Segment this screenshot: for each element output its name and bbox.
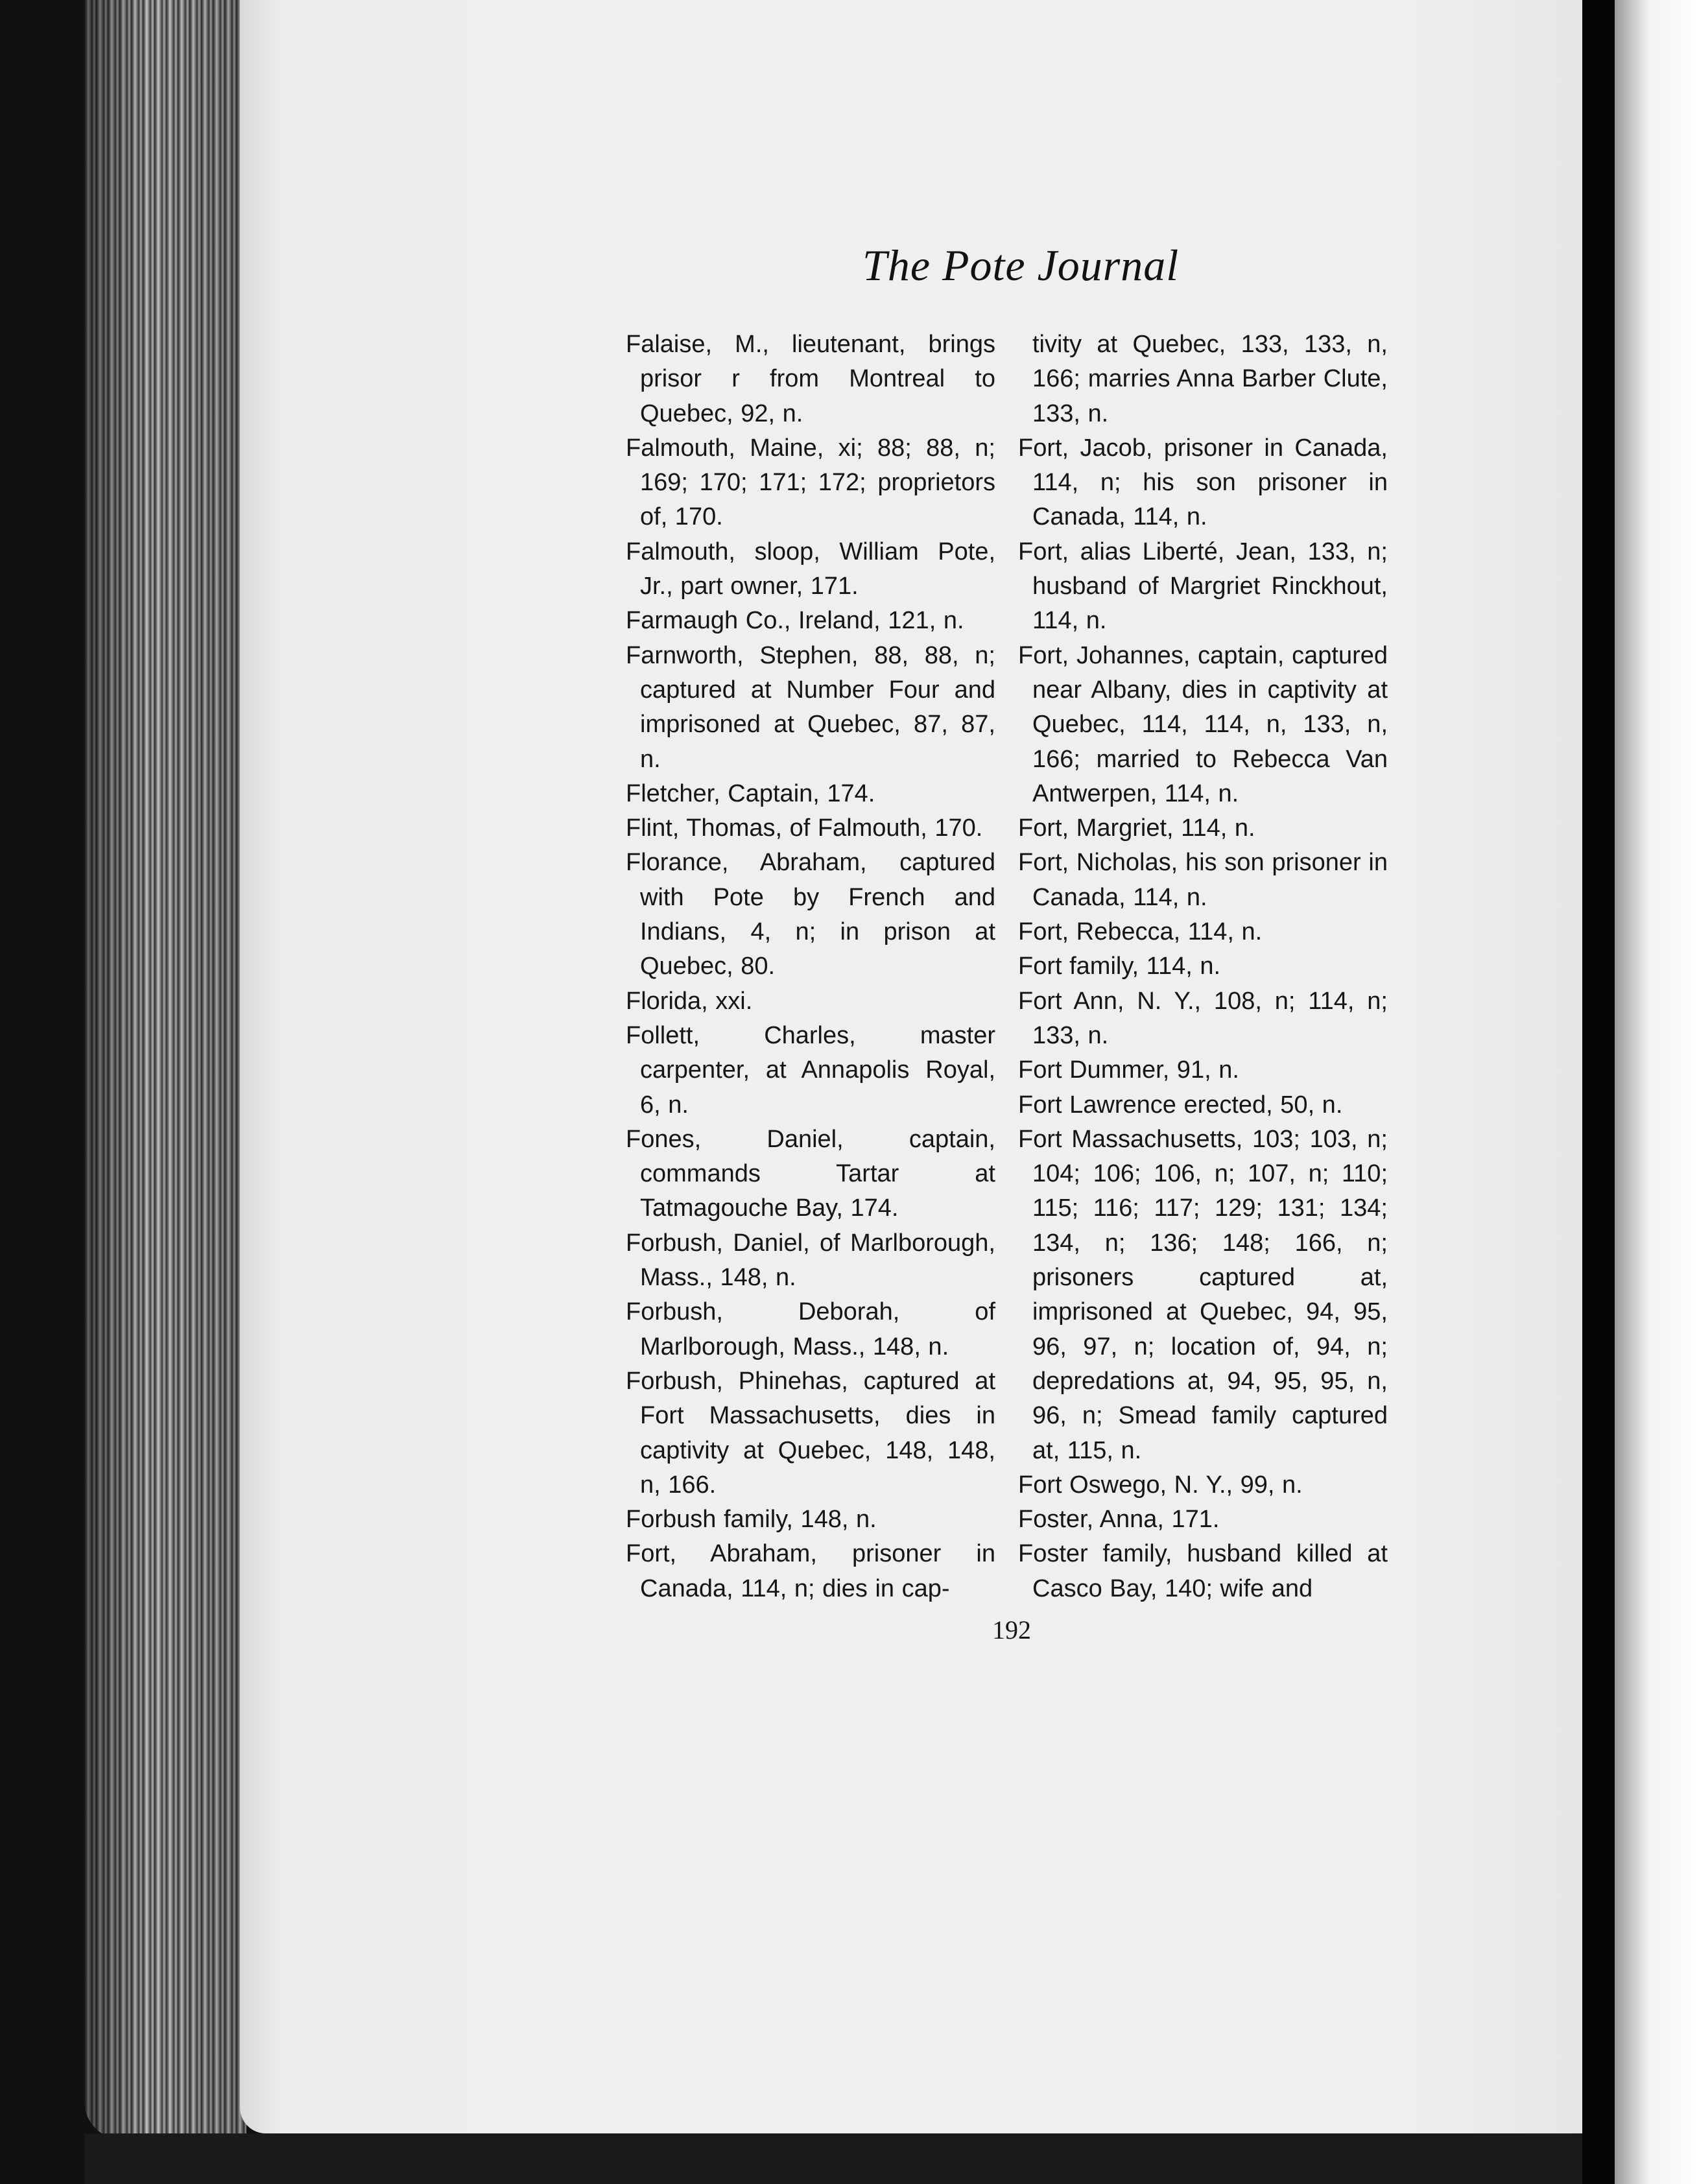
index-entry: Fort, Margriet, 114, n. — [1018, 814, 1255, 842]
index-entry: Fort Lawrence erected, 50, n. — [1018, 1091, 1343, 1119]
fore-edge-shadow — [84, 0, 246, 2140]
index-entry: Forbush, Phinehas, captured at Fort Massachusetts, dies in captivity at Quebec, 148, 148, n, 166. — [626, 1367, 995, 1499]
index-entry: Fort, Rebecca, 114, n. — [1018, 918, 1263, 946]
index-entry: Follett, Charles, master carpenter, at Annapolis Royal, 6, n. — [626, 1021, 995, 1119]
index-entry: Falmouth, sloop, William Pote, Jr., part owner, 171. — [626, 538, 995, 600]
index-entry: Foster, Anna, 171. — [1018, 1506, 1220, 1534]
index-entry: Fort, alias Liberté, Jean, 133, n; husband of Margriet Rinckhout, 114, n. — [1018, 538, 1388, 635]
index-entry: Forbush family, 148, n. — [626, 1506, 877, 1534]
index-entry: Fort, Abraham, prisoner in Canada, 114, n; dies in cap- — [626, 1540, 995, 1602]
running-head: The Pote Journal — [862, 241, 1180, 290]
index-entry: Fort Massachusetts, 103; 103, n; 104; 106; 106, n; 107, n; 110; 115; 116; 117; 129; 131; 134; 134, n; 136; 148; 166, n; prisoners captured at, imprisoned at Quebec, 94, 95, 96, 97, n; location of, 94, n; depredations at, 94, 95, 95, n, 96, n; Smead family captured at, 115, n. — [1018, 1125, 1388, 1464]
index-entry: Falaise, M., lieutenant, brings prisor r from Montreal to Quebec, 92, n. — [626, 331, 995, 427]
index-entry: Fort Dummer, 91, n. — [1018, 1056, 1239, 1084]
index-entry: Florance, Abraham, captured with Pote by French and Indians, 4, n; in prison at Quebec, 80. — [626, 849, 995, 980]
index-entry: Flint, Thomas, of Falmouth, 170. — [626, 814, 983, 842]
index-entry: Fort Ann, N. Y., 108, n; 114, n; 133, n. — [1018, 987, 1388, 1049]
index-entry: Farnworth, Stephen, 88, 88, n; captured at Number Four and imprisoned at Quebec, 87, 87, n. — [626, 641, 995, 773]
index-entry-continued: tivity at Quebec, 133, 133, n, 166; marries Anna Barber Clute, 133, n. — [1032, 331, 1388, 427]
page-gutter-shadow — [1582, 0, 1615, 2184]
index-column-left — [626, 327, 995, 1606]
index-entry: Forbush, Deborah, of Marlborough, Mass., 148, n. — [626, 1298, 995, 1360]
index-entry: Falmouth, Maine, xi; 88; 88, n; 169; 170; 171; 172; proprietors of, 170. — [626, 434, 995, 531]
index-entry: Fort, Johannes, captain, captured near Albany, dies in captivity at Quebec, 114, 114, n, 133, n, 166; married to Rebecca Van Antwerpen, 114, n. — [1018, 641, 1388, 807]
index-entry: Forbush, Daniel, of Marlborough, Mass., 148, n. — [626, 1229, 995, 1292]
index-entry: Fletcher, Captain, 174. — [626, 779, 875, 807]
index-column-right — [1018, 327, 1388, 1606]
index-entry: Fort family, 114, n. — [1018, 953, 1221, 980]
index-entry: Farmaugh Co., Ireland, 121, n. — [626, 607, 964, 635]
facing-page-edge — [1615, 0, 1699, 2184]
index-entry: Fort, Nicholas, his son prisoner in Canada, 114, n. — [1018, 849, 1388, 911]
index-entry: Foster family, husband killed at Casco Bay, 140; wife and — [1018, 1540, 1388, 1602]
page-bottom-shadow — [84, 2133, 1582, 2184]
index-entry: Fort, Jacob, prisoner in Canada, 114, n; his son prisoner in Canada, 114, n. — [1018, 434, 1388, 531]
index-entry: Fones, Daniel, captain, commands Tartar at Tatmagouche Bay, 174. — [626, 1125, 995, 1222]
index-entry: Florida, xxi. — [626, 987, 753, 1015]
index-entry: Fort Oswego, N. Y., 99, n. — [1018, 1471, 1303, 1499]
page-number: 192 — [992, 1615, 1031, 1644]
